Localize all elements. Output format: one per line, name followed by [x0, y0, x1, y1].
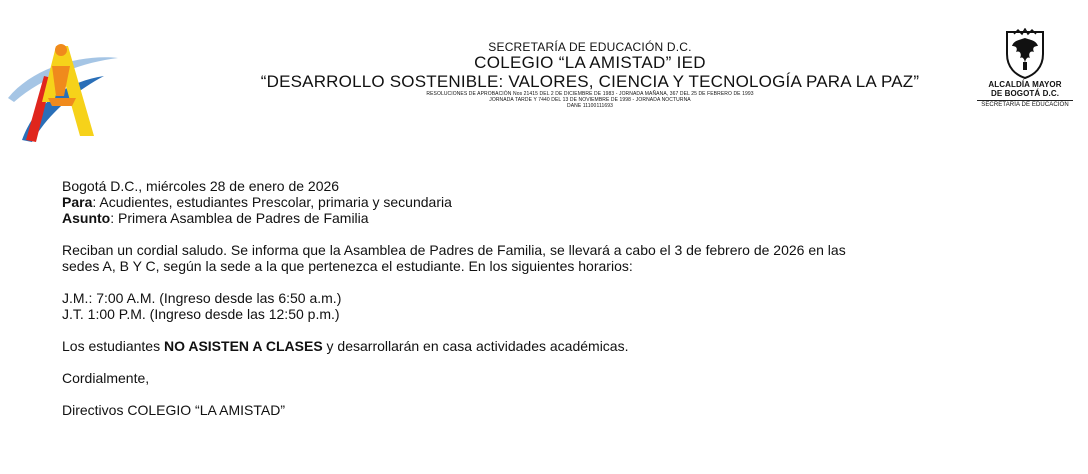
- note-prefix: Los estudiantes: [62, 338, 164, 354]
- spacer: [62, 386, 1052, 402]
- school-name: COLEGIO “LA AMISTAD” IED: [474, 53, 706, 72]
- resolutions-line-2: JORNADA TARDE Y 7440 DEL 13 DE NOVIEMBRE DE 1998 - JORNADA NOCTURNA: [489, 97, 691, 103]
- paragraph-1-line-2: sedes A, B Y C, según la sede a la que pertenezca el estudiante. En los siguientes horarios:: [62, 258, 633, 274]
- letter-body: [62, 178, 1052, 418]
- school-motto: “DESARROLLO SOSTENIBLE: VALORES, CIENCIA Y TECNOLOGÍA PARA LA PAZ”: [260, 72, 920, 91]
- spacer: [62, 322, 1052, 338]
- paragraph-1-line-1: Reciban un cordial saludo. Se informa que la Asamblea de Padres de Familia, se llevará a cabo el 3 de febrero de 2026 en las: [62, 242, 846, 258]
- resolutions-line-1: RESOLUCIONES DE APROBACIÓN Nos 21415 DEL 2 DE DICIEMBRE DE 1983 - JORNADA MAÑANA, 367 DEL 25 DE FEBRERO DE 1993: [426, 91, 754, 97]
- asunto-text: : Primera Asamblea de Padres de Familia: [110, 210, 369, 226]
- asunto-label: Asunto: [62, 210, 111, 226]
- alcaldia-line-1: ALCALDÍA MAYOR: [988, 80, 1062, 89]
- letter-recipients: [62, 194, 1052, 210]
- letterhead: [0, 0, 1088, 160]
- alcaldia-divider: [977, 100, 1073, 101]
- alcaldia-line-2: DE BOGOTÁ D.C.: [990, 89, 1060, 98]
- spacer: [62, 354, 1052, 370]
- no-classes-note: [62, 338, 1052, 354]
- para-text: : Acudientes, estudiantes Prescolar, primaria y secundaria: [92, 194, 452, 210]
- note-suffix: y desarrollarán en casa actividades académicas.: [322, 338, 629, 354]
- schedule-morning: J.M.: 7:00 A.M. (Ingreso desde las 6:50 a.m.): [62, 290, 342, 306]
- note-bold: NO ASISTEN A CLASES: [163, 338, 323, 354]
- coat-of-arms-icon: [1004, 28, 1046, 80]
- alcaldia-line-3: SECRETARÍA DE EDUCACIÓN: [981, 102, 1069, 108]
- para-label: Para: [62, 194, 93, 210]
- schedule-afternoon: J.T. 1:00 P.M. (Ingreso desde las 12:50 p.m.): [62, 306, 340, 322]
- secretaria-title: SECRETARÍA DE EDUCACIÓN D.C.: [488, 40, 692, 54]
- letter-subject: [62, 210, 1052, 226]
- closing: Cordialmente,: [62, 370, 150, 386]
- school-logo-icon: [4, 36, 122, 146]
- dane-code: DANE 11100111693: [567, 103, 613, 109]
- letter-date: Bogotá D.C., miércoles 28 de enero de 2026: [62, 178, 340, 194]
- spacer: [62, 274, 1052, 290]
- signature: Directivos COLEGIO “LA AMISTAD”: [62, 402, 286, 418]
- spacer: [62, 226, 1052, 242]
- letterhead-text: [210, 40, 970, 109]
- alcaldia-logo: [966, 28, 1084, 128]
